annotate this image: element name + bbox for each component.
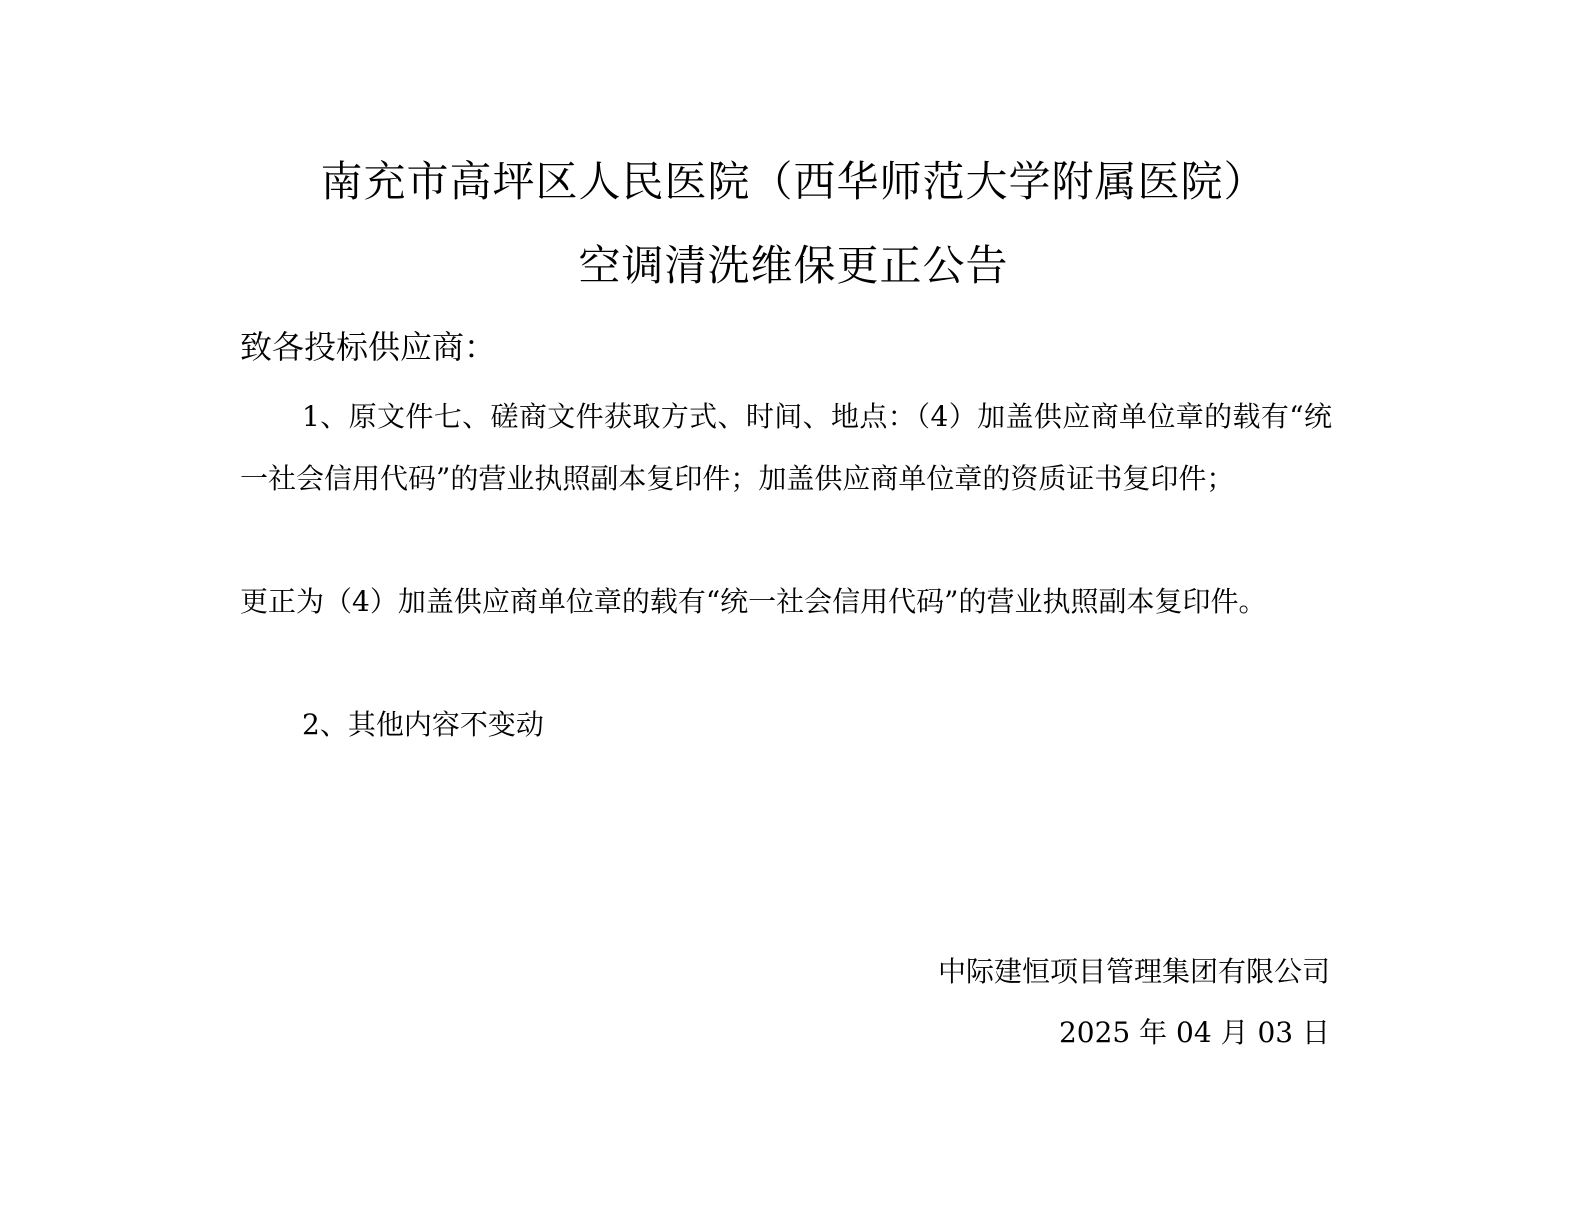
paragraph-corrected-text: 更正为（4）加盖供应商单位章的载有“统一社会信用代码”的营业执照副本复印件。 xyxy=(240,585,1267,618)
document-title-line-1: 南充市高坪区人民医院（西华师范大学附属医院） xyxy=(320,157,1267,206)
signature-date: 2025 年 04 月 03 日 xyxy=(1058,1016,1330,1049)
paragraph-original-text: 1、原文件七、磋商文件获取方式、时间、地点：（4）加盖供应商单位章的载有“统一社会信用代码”的营业执照副本复印件；加盖供应商单位章的资质证书复印件； xyxy=(240,400,1332,495)
document-title-line-2: 空调清洗维保更正公告 xyxy=(578,241,1009,290)
paragraph-other-content: 2、其他内容不变动 xyxy=(302,708,544,741)
salutation: 致各投标供应商： xyxy=(240,328,497,366)
signature-company: 中际建恒项目管理集团有限公司 xyxy=(937,955,1330,988)
